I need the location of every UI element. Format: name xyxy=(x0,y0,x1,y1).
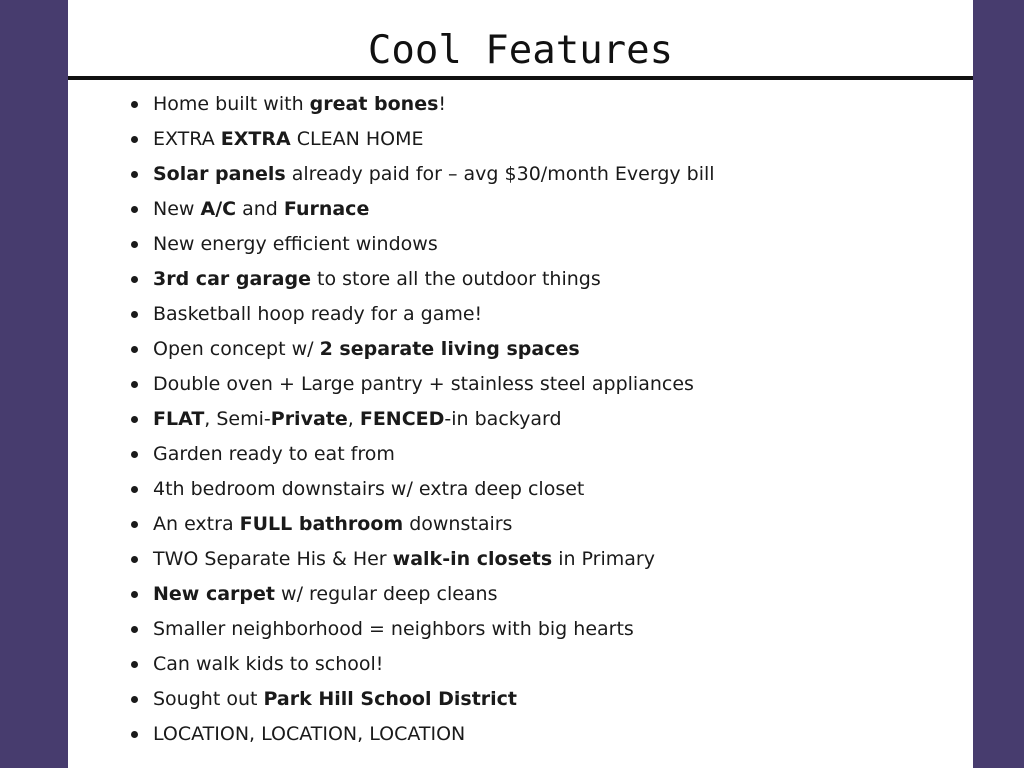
feature-text: Can walk kids to school! xyxy=(153,653,384,675)
feature-text-bold: Furnace xyxy=(283,198,370,220)
feature-text: -in backyard xyxy=(444,408,562,430)
feature-text: Double oven + Large pantry + stainless steel appliances xyxy=(153,373,694,395)
feature-text-bold: walk-in closets xyxy=(392,548,553,570)
feature-text: , Semi- xyxy=(204,408,271,430)
feature-text: ! xyxy=(438,93,447,115)
feature-text: New xyxy=(153,198,201,220)
bullet-icon xyxy=(131,486,138,493)
feature-item xyxy=(68,227,715,262)
bullet-icon xyxy=(131,556,138,563)
feature-text: Sought out xyxy=(153,688,264,710)
bullet-icon xyxy=(131,451,138,458)
feature-item xyxy=(68,647,715,682)
feature-text: TWO Separate His & Her xyxy=(153,548,393,570)
slide xyxy=(68,0,973,768)
feature-text-bold: FLAT xyxy=(153,408,205,430)
bullet-icon xyxy=(131,311,138,318)
feature-item xyxy=(68,612,715,647)
feature-text: CLEAN HOME xyxy=(290,128,424,150)
feature-text-bold: New carpet xyxy=(153,583,275,605)
feature-item xyxy=(68,87,715,122)
feature-text-bold: 2 separate living spaces xyxy=(319,338,580,360)
feature-item xyxy=(68,717,715,752)
feature-text: Home built with xyxy=(153,93,310,115)
feature-text: downstairs xyxy=(403,513,513,535)
bullet-icon xyxy=(131,346,138,353)
feature-item xyxy=(68,122,715,157)
feature-text-bold: FULL bathroom xyxy=(239,513,404,535)
feature-item xyxy=(68,402,715,437)
bullet-icon xyxy=(131,171,138,178)
feature-text-bold: 3rd car garage xyxy=(153,268,311,290)
feature-text: w/ regular deep cleans xyxy=(274,583,498,605)
bullet-icon xyxy=(131,591,138,598)
feature-text-bold: Private xyxy=(270,408,348,430)
feature-text: LOCATION, LOCATION, LOCATION xyxy=(153,723,466,745)
feature-text: 4th bedroom downstairs w/ extra deep closet xyxy=(153,478,585,500)
feature-text-bold: A/C xyxy=(200,198,237,220)
feature-text: and xyxy=(236,198,284,220)
feature-text: EXTRA xyxy=(153,128,221,150)
feature-item xyxy=(68,437,715,472)
feature-item xyxy=(68,472,715,507)
bullet-icon xyxy=(131,626,138,633)
feature-item xyxy=(68,682,715,717)
feature-text-bold: Solar panels xyxy=(153,163,286,185)
feature-item xyxy=(68,367,715,402)
feature-text: Smaller neighborhood = neighbors with big hearts xyxy=(153,618,634,640)
feature-item xyxy=(68,577,715,612)
page-title: Cool Features xyxy=(367,28,674,73)
feature-item xyxy=(68,297,715,332)
feature-text-bold: FENCED xyxy=(359,408,445,430)
feature-text: An extra xyxy=(153,513,240,535)
feature-text: , xyxy=(347,408,360,430)
feature-item xyxy=(68,542,715,577)
bullet-icon xyxy=(131,731,138,738)
bullet-icon xyxy=(131,101,138,108)
feature-list xyxy=(68,87,715,752)
feature-text-bold: EXTRA xyxy=(220,128,291,150)
feature-text: in Primary xyxy=(552,548,655,570)
bullet-icon xyxy=(131,696,138,703)
bullet-icon xyxy=(131,276,138,283)
bullet-icon xyxy=(131,136,138,143)
feature-text: already paid for – avg $30/month Evergy bill xyxy=(285,163,715,185)
feature-text: Garden ready to eat from xyxy=(153,443,395,465)
bullet-icon xyxy=(131,521,138,528)
title-divider xyxy=(68,76,973,80)
feature-item xyxy=(68,157,715,192)
feature-text-bold: Park Hill School District xyxy=(263,688,518,710)
bullet-icon xyxy=(131,381,138,388)
feature-text: to store all the outdoor things xyxy=(310,268,601,290)
feature-item xyxy=(68,262,715,297)
feature-item xyxy=(68,192,715,227)
bullet-icon xyxy=(131,241,138,248)
feature-text: Open concept w/ xyxy=(153,338,320,360)
feature-text: Basketball hoop ready for a game! xyxy=(153,303,483,325)
bullet-icon xyxy=(131,206,138,213)
bullet-icon xyxy=(131,416,138,423)
feature-item xyxy=(68,507,715,542)
feature-text-bold: great bones xyxy=(309,93,439,115)
feature-text: New energy efficient windows xyxy=(153,233,438,255)
feature-item xyxy=(68,332,715,367)
bullet-icon xyxy=(131,661,138,668)
